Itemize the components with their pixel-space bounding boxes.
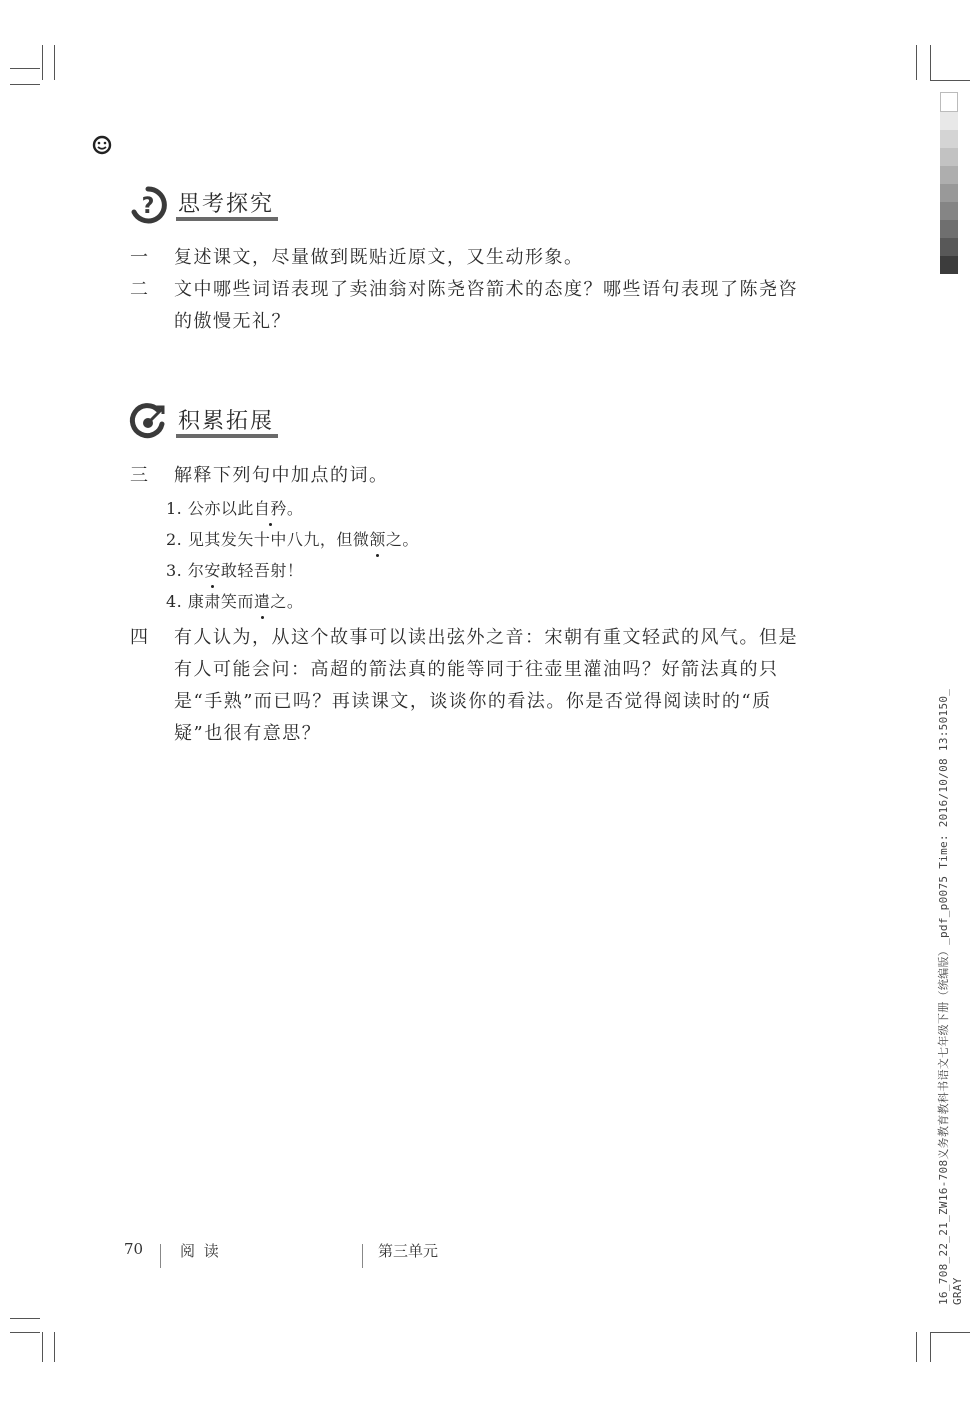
- list-item: [166, 496, 303, 519]
- footer-divider: [160, 1244, 161, 1268]
- section-accumulate-heading: [128, 402, 288, 452]
- footer-section: 阅 读: [180, 1242, 221, 1260]
- dotted-word: 安: [204, 558, 221, 581]
- print-slug-line: 16_708_22_21_ZW16-708义务教育教科书语文七年级下册（统编版）_pdf_p0075 Time: 2016/10/08 13:50150_: [937, 688, 950, 1305]
- question-text: 有人认为，从这个故事可以读出弦外之音：宋朝有重文轻武的风气。但是有人可能会问：高超的箭法真的能等同于往壶里灌油吗？好箭法真的只是“手熟”而已吗？再读课文，谈谈你的看法。你是否觉得阅读时的“质疑”也很有意思？: [174, 627, 798, 744]
- question-2: [130, 274, 810, 338]
- target-arrow-icon: [128, 402, 168, 442]
- question-number: 二: [130, 279, 150, 300]
- item-text: 3. 尔: [166, 561, 205, 580]
- section-underline: [176, 217, 278, 221]
- svg-text:?: ?: [141, 194, 155, 219]
- question-4: [130, 622, 810, 750]
- item-text: 之。: [270, 592, 304, 611]
- question-text: 复述课文，尽量做到既贴近原文，又生动形象。: [174, 247, 584, 268]
- question-number: 一: [130, 247, 150, 268]
- section-title: 积累拓展: [178, 409, 275, 434]
- crop-mark: [42, 45, 43, 80]
- item-text: 之。: [385, 530, 419, 549]
- crop-mark: [930, 45, 931, 80]
- question-3: [130, 460, 810, 492]
- gray-scale-strip: [940, 92, 958, 272]
- crop-mark: [930, 1332, 970, 1333]
- question-1: [130, 242, 810, 274]
- crop-mark: [10, 1318, 40, 1319]
- dotted-word: 颔: [369, 527, 386, 550]
- question-number: 四: [130, 627, 150, 648]
- smiley-icon: [92, 135, 112, 155]
- item-text: 敢轻吾射！: [220, 561, 304, 580]
- dotted-word: 自矜: [254, 496, 287, 519]
- question-circle-icon: [128, 185, 168, 225]
- crop-mark: [916, 45, 917, 80]
- crop-mark: [10, 1332, 40, 1333]
- footer-unit: 第三单元: [378, 1242, 439, 1260]
- footer-divider: [362, 1244, 363, 1268]
- item-text: 1. 公亦以此: [166, 499, 254, 518]
- item-text: 4. 康肃笑而: [166, 592, 254, 611]
- crop-mark: [930, 1332, 931, 1362]
- dotted-word: 遣: [254, 589, 271, 612]
- crop-mark: [54, 1332, 55, 1362]
- crop-mark: [54, 45, 55, 80]
- section-think-heading: [128, 185, 288, 235]
- item-text: 。: [286, 499, 304, 518]
- print-slug-line: GRAY: [951, 1277, 964, 1305]
- list-item: [166, 589, 303, 612]
- crop-mark: [930, 80, 970, 81]
- list-item: [166, 527, 419, 550]
- item-text: 2. 见其发矢十中八九，但微: [166, 530, 370, 549]
- crop-mark: [916, 1332, 917, 1362]
- crop-mark: [42, 1332, 43, 1362]
- section-title: 思考探究: [178, 192, 275, 217]
- print-slug: [935, 689, 964, 1305]
- page-number: 70: [124, 1240, 144, 1258]
- section-underline: [176, 434, 278, 438]
- list-item: [166, 558, 303, 581]
- crop-mark: [10, 84, 40, 85]
- question-number: 三: [130, 465, 150, 486]
- question-text: 文中哪些词语表现了卖油翁对陈尧咨箭术的态度？哪些语句表现了陈尧咨的傲慢无礼？: [174, 279, 798, 332]
- crop-mark: [10, 68, 40, 69]
- question-text: 解释下列句中加点的词。: [174, 465, 389, 486]
